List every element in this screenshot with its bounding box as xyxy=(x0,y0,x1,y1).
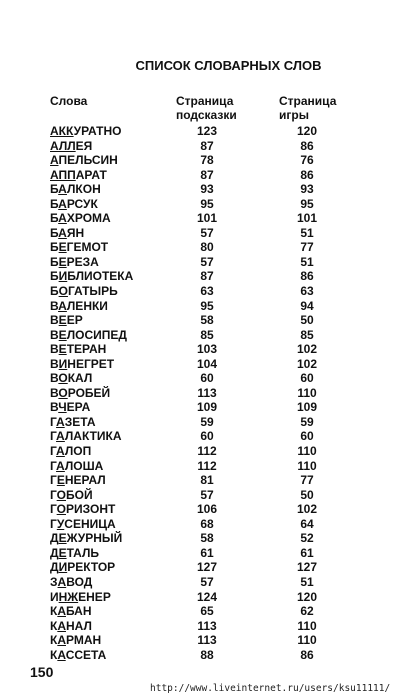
table-row xyxy=(0,648,411,663)
word-start: К xyxy=(50,618,58,633)
word-cell xyxy=(50,560,115,574)
game-page-cell: 102 xyxy=(296,356,318,371)
word-underlined-letters: А xyxy=(57,618,66,633)
word-cell xyxy=(50,139,92,153)
word-underlined-letters: Е xyxy=(58,531,67,546)
hint-page-cell: 104 xyxy=(196,356,218,371)
word-rest: АРАТ xyxy=(75,167,107,182)
table-row xyxy=(0,502,411,517)
table-row xyxy=(0,488,411,503)
table-row xyxy=(0,619,411,634)
word-cell xyxy=(50,284,118,298)
word-start: Б xyxy=(50,240,59,255)
table-row xyxy=(0,313,411,328)
hint-page-cell: 113 xyxy=(197,618,217,633)
word-cell xyxy=(50,197,98,211)
word-underlined-letters: И xyxy=(58,356,68,371)
word-underlined-letters: А xyxy=(57,604,66,619)
word-start: В xyxy=(50,298,59,313)
hint-page-cell: 113 xyxy=(197,633,217,648)
hint-page-cell: 60 xyxy=(200,371,214,386)
hint-page-cell: 57 xyxy=(200,574,214,589)
word-start: Б xyxy=(50,196,59,211)
word-underlined-letters: Е xyxy=(58,313,67,328)
hint-page-cell: 65 xyxy=(200,604,214,619)
game-page-cell: 102 xyxy=(296,342,318,357)
game-page-cell: 60 xyxy=(300,371,314,386)
game-page-cell: 61 xyxy=(300,545,314,560)
word-start: Д xyxy=(50,560,59,575)
hint-page-cell: 95 xyxy=(200,298,214,313)
word-underlined-letters: Ч xyxy=(58,400,67,415)
word-start: Г xyxy=(50,444,57,459)
word-rest: ЛОСИПЕД xyxy=(66,327,127,342)
column-header-game-line2: игры xyxy=(279,108,309,122)
word-start: И xyxy=(50,589,59,604)
hint-page-cell: 106 xyxy=(196,502,218,517)
game-page-cell: 110 xyxy=(297,618,317,633)
game-page-cell: 50 xyxy=(300,487,314,502)
word-underlined-letters: О xyxy=(56,502,66,517)
game-page-cell: 52 xyxy=(300,531,314,546)
word-cell xyxy=(50,240,108,254)
word-rest: РМАН xyxy=(66,633,102,648)
word-rest: ЛЕНКИ xyxy=(66,298,108,313)
word-rest: РИЗОНТ xyxy=(66,502,116,517)
word-list xyxy=(0,124,411,662)
word-cell xyxy=(50,633,101,647)
word-underlined-letters: Е xyxy=(58,254,67,269)
word-rest: БОЙ xyxy=(66,487,93,502)
word-start: Г xyxy=(50,502,57,517)
hint-page-cell: 59 xyxy=(200,414,214,429)
table-row xyxy=(0,328,411,343)
hint-page-cell: 103 xyxy=(196,342,218,357)
hint-page-cell: 58 xyxy=(200,313,214,328)
hint-page-cell: 124 xyxy=(196,589,218,604)
hint-page-cell: 85 xyxy=(200,327,214,342)
table-row xyxy=(0,255,411,270)
word-cell xyxy=(50,153,118,167)
game-page-cell: 51 xyxy=(300,254,314,269)
game-page-cell: 94 xyxy=(300,298,314,313)
table-row xyxy=(0,211,411,226)
word-cell xyxy=(50,459,103,473)
word-underlined-letters: А xyxy=(58,196,67,211)
page-title: СПИСОК СЛОВАРНЫХ СЛОВ xyxy=(135,58,322,73)
game-page-cell: 51 xyxy=(300,574,314,589)
hint-page-cell: 57 xyxy=(200,254,214,269)
table-row xyxy=(0,633,411,648)
table-row xyxy=(0,284,411,299)
table-row xyxy=(0,459,411,474)
word-rest: ЕРА xyxy=(66,400,91,415)
word-cell xyxy=(50,124,121,138)
table-row xyxy=(0,299,411,314)
hint-page-cell: 80 xyxy=(200,240,214,255)
word-underlined-letters: АЛЛ xyxy=(50,138,76,153)
word-cell xyxy=(50,444,91,458)
word-rest: ЖУРНЫЙ xyxy=(66,531,123,546)
game-page-cell: 76 xyxy=(300,153,314,168)
hint-page-cell: 87 xyxy=(200,269,214,284)
game-page-cell: 110 xyxy=(297,385,317,400)
table-row xyxy=(0,444,411,459)
table-row xyxy=(0,590,411,605)
word-cell xyxy=(50,386,110,400)
word-start: В xyxy=(50,313,59,328)
table-row xyxy=(0,429,411,444)
game-page-cell: 86 xyxy=(300,167,314,182)
game-page-cell: 85 xyxy=(300,327,314,342)
game-page-cell: 127 xyxy=(296,560,318,575)
word-start: К xyxy=(50,647,58,662)
word-cell xyxy=(50,299,108,313)
word-rest: ЕНЕР xyxy=(78,589,111,604)
hint-page-cell: 87 xyxy=(200,138,214,153)
game-page-cell: 109 xyxy=(296,400,318,415)
word-start: Б xyxy=(50,254,59,269)
table-row xyxy=(0,473,411,488)
word-underlined-letters: А xyxy=(56,458,65,473)
word-rest: РОБЕЙ xyxy=(67,385,111,400)
word-start: Г xyxy=(50,458,57,473)
word-cell xyxy=(50,226,84,240)
word-underlined-letters: А xyxy=(58,182,67,197)
word-rest: ХРОМА xyxy=(66,211,111,226)
word-rest: РСУК xyxy=(66,196,98,211)
word-cell xyxy=(50,648,106,662)
table-row xyxy=(0,124,411,139)
word-cell xyxy=(50,269,133,283)
word-underlined-letters: НЖ xyxy=(58,589,79,604)
game-page-cell: 64 xyxy=(300,516,314,531)
game-page-cell: 86 xyxy=(300,138,314,153)
hint-page-cell: 95 xyxy=(200,196,214,211)
word-rest: РЕКТОР xyxy=(67,560,116,575)
word-cell xyxy=(50,604,92,618)
word-start: В xyxy=(50,356,59,371)
game-page-cell: 51 xyxy=(300,225,314,240)
word-cell xyxy=(50,575,92,589)
word-cell xyxy=(50,517,116,531)
hint-page-cell: 68 xyxy=(200,516,214,531)
game-page-cell: 120 xyxy=(296,124,318,138)
word-rest: ТАЛЬ xyxy=(66,545,100,560)
word-underlined-letters: О xyxy=(58,284,68,299)
word-rest: ВОД xyxy=(66,574,93,589)
hint-page-cell: 81 xyxy=(200,473,214,488)
word-rest: УРАТНО xyxy=(73,124,122,138)
table-row xyxy=(0,560,411,575)
hint-page-cell: 63 xyxy=(200,284,214,299)
table-row xyxy=(0,546,411,561)
word-underlined-letters: Е xyxy=(58,327,67,342)
word-underlined-letters: И xyxy=(58,269,68,284)
word-underlined-letters: А xyxy=(58,211,67,226)
game-page-cell: 95 xyxy=(300,196,314,211)
hint-page-cell: 87 xyxy=(200,167,214,182)
table-row xyxy=(0,371,411,386)
word-underlined-letters: А xyxy=(56,429,65,444)
word-cell xyxy=(50,429,122,443)
hint-page-cell: 88 xyxy=(200,647,214,662)
column-header-hint-line1: Страница xyxy=(176,94,234,108)
word-rest: ССЕТА xyxy=(65,647,107,662)
word-cell xyxy=(50,473,106,487)
table-row xyxy=(0,139,411,154)
hint-page-cell: 127 xyxy=(196,560,218,575)
word-start: Г xyxy=(50,516,57,531)
word-start: Д xyxy=(50,531,59,546)
word-underlined-letters: АПП xyxy=(50,167,76,182)
word-underlined-letters: А xyxy=(50,153,59,168)
word-start: Б xyxy=(50,182,59,197)
word-underlined-letters: А xyxy=(57,647,66,662)
word-rest: ГЕМОТ xyxy=(66,240,109,255)
word-underlined-letters: О xyxy=(58,385,68,400)
word-cell xyxy=(50,357,114,371)
game-page-cell: 77 xyxy=(300,473,314,488)
word-rest: ЗЕТА xyxy=(64,414,96,429)
word-underlined-letters: АКК xyxy=(50,124,74,138)
word-underlined-letters: Е xyxy=(58,342,67,357)
game-page-cell: 110 xyxy=(297,444,317,459)
game-page-cell: 110 xyxy=(297,458,317,473)
table-row xyxy=(0,517,411,532)
column-header-game-page xyxy=(279,94,343,122)
table-row xyxy=(0,386,411,401)
table-row xyxy=(0,531,411,546)
game-page-cell: 77 xyxy=(300,240,314,255)
word-start: К xyxy=(50,633,58,648)
word-cell xyxy=(50,415,95,429)
word-underlined-letters: Е xyxy=(58,240,67,255)
word-rest: ГАТЫРЬ xyxy=(67,284,118,299)
word-rest: ЛАКТИКА xyxy=(64,429,122,444)
word-cell xyxy=(50,400,90,414)
game-page-cell: 110 xyxy=(297,633,317,648)
word-start: З xyxy=(50,574,58,589)
table-row xyxy=(0,226,411,241)
word-rest: БЛИОТЕКА xyxy=(67,269,134,284)
word-start: Д xyxy=(50,545,59,560)
word-underlined-letters: А xyxy=(56,444,65,459)
source-url-watermark: http://www.liveinternet.ru/users/ksu11111/ xyxy=(150,683,391,694)
word-rest: НЕРАЛ xyxy=(64,473,106,488)
hint-page-cell: 123 xyxy=(196,124,218,138)
word-rest: ЯН xyxy=(66,225,85,240)
hint-page-cell: 93 xyxy=(200,182,214,197)
word-cell xyxy=(50,371,92,385)
game-page-cell: 120 xyxy=(296,589,318,604)
word-cell xyxy=(50,182,101,196)
word-underlined-letters: Е xyxy=(58,545,67,560)
hint-page-cell: 78 xyxy=(200,153,214,168)
table-row xyxy=(0,269,411,284)
word-rest: ЕЯ xyxy=(75,138,93,153)
word-start: В xyxy=(50,371,59,386)
table-row xyxy=(0,357,411,372)
game-page-cell: 101 xyxy=(296,211,318,226)
word-start: К xyxy=(50,604,58,619)
word-cell xyxy=(50,313,83,327)
word-rest: ТЕРАН xyxy=(66,342,107,357)
table-row xyxy=(0,604,411,619)
column-header-game-line1: Страница xyxy=(279,94,337,108)
table-row xyxy=(0,342,411,357)
hint-page-cell: 109 xyxy=(196,400,218,415)
game-page-cell: 50 xyxy=(300,313,314,328)
word-start: Г xyxy=(50,414,57,429)
word-rest: СЕНИЦА xyxy=(64,516,116,531)
table-row xyxy=(0,575,411,590)
column-header-words-label: Слова xyxy=(50,94,88,108)
word-rest: НЕГРЕТ xyxy=(67,356,115,371)
word-start: Б xyxy=(50,225,59,240)
table-row xyxy=(0,400,411,415)
word-start: В xyxy=(50,385,59,400)
word-rest: ПЕЛЬСИН xyxy=(58,153,118,168)
table-row xyxy=(0,197,411,212)
page-number: 150 xyxy=(30,664,54,680)
word-rest: ЛОП xyxy=(64,444,92,459)
word-start: Б xyxy=(50,269,59,284)
word-start: Г xyxy=(50,473,57,488)
column-header-hint-page xyxy=(176,94,248,122)
game-page-cell: 62 xyxy=(300,604,314,619)
word-start: В xyxy=(50,400,59,415)
word-start: В xyxy=(50,342,59,357)
word-start: Б xyxy=(50,211,59,226)
word-start: В xyxy=(50,327,59,342)
word-rest: ЕР xyxy=(66,313,83,328)
word-underlined-letters: Е xyxy=(56,473,65,488)
word-cell xyxy=(50,168,107,182)
word-cell xyxy=(50,488,93,502)
word-underlined-letters: О xyxy=(56,487,66,502)
word-underlined-letters: А xyxy=(57,574,67,589)
hint-page-cell: 60 xyxy=(200,429,214,444)
hint-page-cell: 112 xyxy=(197,458,217,473)
word-underlined-letters: А xyxy=(56,414,65,429)
word-start: Г xyxy=(50,429,57,444)
hint-page-cell: 57 xyxy=(200,487,214,502)
table-row xyxy=(0,415,411,430)
word-underlined-letters: А xyxy=(58,298,67,313)
word-cell xyxy=(50,255,99,269)
column-header-words xyxy=(50,94,87,108)
word-rest: ЛОША xyxy=(64,458,104,473)
game-page-cell: 86 xyxy=(300,269,314,284)
word-cell xyxy=(50,342,106,356)
word-cell xyxy=(50,211,111,225)
word-underlined-letters: А xyxy=(58,225,67,240)
hint-page-cell: 57 xyxy=(200,225,214,240)
word-rest: ЛКОН xyxy=(66,182,101,197)
hint-page-cell: 113 xyxy=(197,385,217,400)
game-page-cell: 63 xyxy=(300,284,314,299)
word-underlined-letters: О xyxy=(58,371,68,386)
column-header-hint-line2: подсказки xyxy=(176,108,237,122)
game-page-cell: 102 xyxy=(296,502,318,517)
word-cell xyxy=(50,590,111,604)
hint-page-cell: 58 xyxy=(200,531,214,546)
hint-page-cell: 101 xyxy=(196,211,218,226)
word-rest: НАЛ xyxy=(66,618,92,633)
hint-page-cell: 61 xyxy=(200,545,214,560)
table-row xyxy=(0,240,411,255)
table-row xyxy=(0,168,411,183)
game-page-cell: 60 xyxy=(300,429,314,444)
word-cell xyxy=(50,619,92,633)
word-cell xyxy=(50,328,127,342)
word-underlined-letters: И xyxy=(58,560,68,575)
word-underlined-letters: А xyxy=(57,633,66,648)
word-cell xyxy=(50,546,99,560)
word-cell xyxy=(50,531,122,545)
hint-page-cell: 112 xyxy=(197,444,217,459)
game-page-cell: 86 xyxy=(300,647,314,662)
word-cell xyxy=(50,502,115,516)
table-row xyxy=(0,182,411,197)
word-start: Б xyxy=(50,284,59,299)
word-rest: БАН xyxy=(66,604,92,619)
game-page-cell: 59 xyxy=(300,414,314,429)
game-page-cell: 93 xyxy=(300,182,314,197)
word-rest: РЕЗА xyxy=(66,254,99,269)
word-underlined-letters: У xyxy=(56,516,65,531)
table-row xyxy=(0,153,411,168)
word-rest: КАЛ xyxy=(67,371,93,386)
word-start: Г xyxy=(50,487,57,502)
